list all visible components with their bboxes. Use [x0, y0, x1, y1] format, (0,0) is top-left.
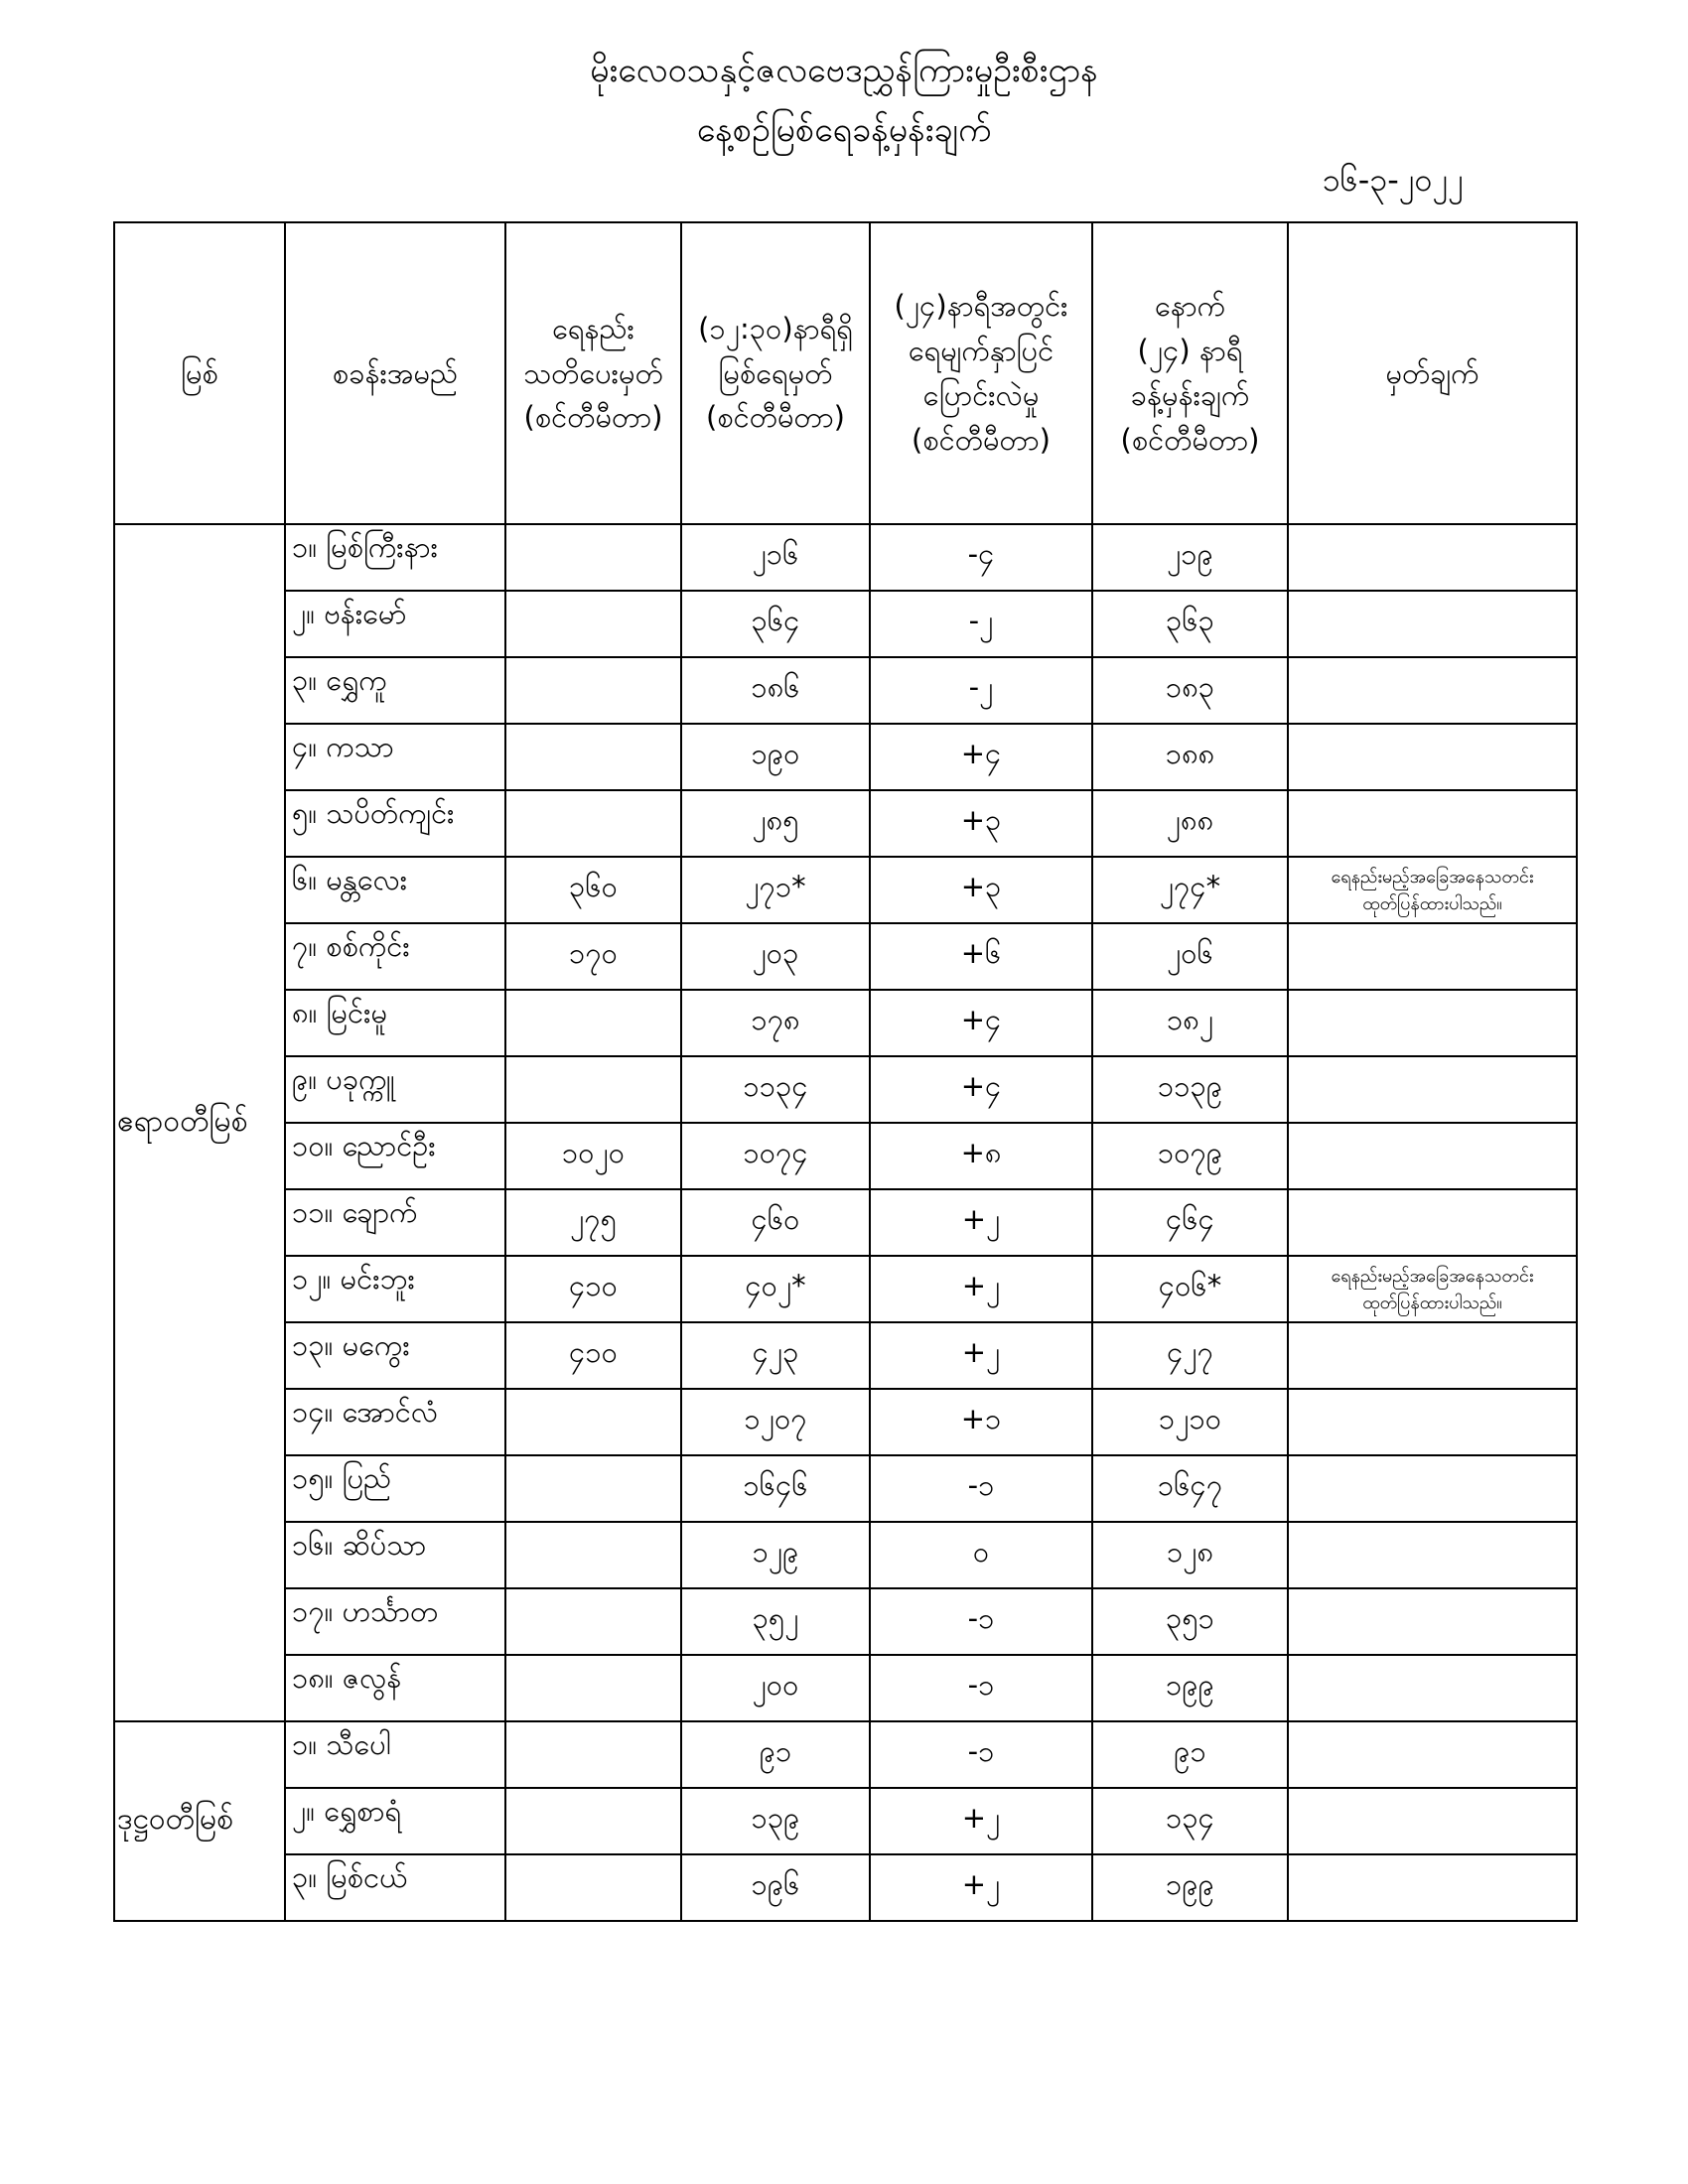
- water-level: ၄၀၂*: [681, 1256, 870, 1322]
- remark-cell: [1288, 990, 1577, 1056]
- river-level-table: [113, 221, 1578, 1922]
- water-level: ၂၇၁*: [681, 857, 870, 923]
- table-row: [114, 1455, 1577, 1522]
- header-row: [114, 222, 1577, 524]
- remark-cell: [1288, 1189, 1577, 1256]
- table-row: [114, 1721, 1577, 1788]
- forecast-level: ၁၂၁၀: [1092, 1389, 1288, 1455]
- level-change: -၂: [870, 591, 1092, 657]
- water-level: ၄၂၃: [681, 1322, 870, 1389]
- warning-level: [505, 1522, 681, 1588]
- remark-line: ရေနည်းမည့်အခြေအနေသတင်း: [1331, 866, 1534, 887]
- warning-level: [505, 990, 681, 1056]
- remark-cell: [1288, 1056, 1577, 1123]
- level-change: +၂: [870, 1189, 1092, 1256]
- station-name: ၈။ မြင်းမူ: [285, 990, 505, 1056]
- col-header-warning-level: ရေနည်း သတိပေးမှတ် (စင်တီမီတာ): [505, 222, 681, 524]
- page-subtitle: နေ့စဉ်မြစ်ရေခန့်မှန်းချက်: [696, 110, 992, 150]
- warning-level: ၁၀၂၀: [505, 1123, 681, 1189]
- station-name: ၉။ ပခုက္ကူ: [285, 1056, 505, 1123]
- water-level: ၁၉၀: [681, 724, 870, 790]
- water-level: ၁၉၆: [681, 1854, 870, 1921]
- remark-cell: [1288, 1788, 1577, 1854]
- warning-level: [505, 1854, 681, 1921]
- station-name: ၃။ မြစ်ငယ်: [285, 1854, 505, 1921]
- level-change: ၀: [870, 1522, 1092, 1588]
- water-level: ၂၀၃: [681, 923, 870, 990]
- table-row: [114, 1389, 1577, 1455]
- forecast-level: ၉၁: [1092, 1721, 1288, 1788]
- table-row: [114, 1522, 1577, 1588]
- water-level: ၁၈၆: [681, 657, 870, 724]
- remark-cell: [1288, 591, 1577, 657]
- remark-cell: [1288, 1123, 1577, 1189]
- table-row: [114, 1854, 1577, 1921]
- level-change: +၄: [870, 1056, 1092, 1123]
- station-name: ၁။ မြစ်ကြီးနား: [285, 524, 505, 591]
- station-name: ၁၄။ အောင်လံ: [285, 1389, 505, 1455]
- forecast-level: ၁၉၉: [1092, 1655, 1288, 1721]
- station-name: ၁၅။ ပြည်: [285, 1455, 505, 1522]
- forecast-level: ၁၂၈: [1092, 1522, 1288, 1588]
- warning-level: ၁၇၀: [505, 923, 681, 990]
- remark-cell: [1288, 657, 1577, 724]
- forecast-level: ၂၈၈: [1092, 790, 1288, 857]
- remark-cell: [1288, 1455, 1577, 1522]
- forecast-level: ၄၆၄: [1092, 1189, 1288, 1256]
- warning-level: [505, 1655, 681, 1721]
- table-row: [114, 1056, 1577, 1123]
- station-name: ၁၆။ ဆိပ်သာ: [285, 1522, 505, 1588]
- forecast-level: ၂၀၆: [1092, 923, 1288, 990]
- col-header-river: မြစ်: [114, 222, 285, 524]
- remark-cell: [1288, 857, 1577, 923]
- page-title: မိုးလေဝသနှင့်ဇလဗေဒညွှန်ကြားမှုဦးစီးဌာန: [590, 51, 1098, 90]
- col-header-24h-change: (၂၄)နာရီအတွင်း ရေမျက်နှာပြင် ပြောင်းလဲမှု (စင်တီမီတာ): [870, 222, 1092, 524]
- warning-level: [505, 591, 681, 657]
- level-change: -၁: [870, 1721, 1092, 1788]
- table-row: [114, 1256, 1577, 1322]
- remark-cell: [1288, 1655, 1577, 1721]
- warning-level: [505, 724, 681, 790]
- station-name: ၁၃။ မကွေး: [285, 1322, 505, 1389]
- warning-level: [505, 524, 681, 591]
- level-change: -၁: [870, 1455, 1092, 1522]
- level-change: +၆: [870, 923, 1092, 990]
- level-change: +၁: [870, 1389, 1092, 1455]
- forecast-level: ၁၀၇၉: [1092, 1123, 1288, 1189]
- level-change: -၂: [870, 657, 1092, 724]
- forecast-level: ၃၆၃: [1092, 591, 1288, 657]
- level-change: +၄: [870, 990, 1092, 1056]
- water-level: ၁၀၇၄: [681, 1123, 870, 1189]
- remark-line: ထုတ်ပြန်ထားပါသည်။: [1362, 892, 1502, 914]
- warning-level: [505, 1788, 681, 1854]
- warning-level: ၂၇၅: [505, 1189, 681, 1256]
- remark-cell: [1288, 1522, 1577, 1588]
- level-change: +၃: [870, 857, 1092, 923]
- warning-level: [505, 790, 681, 857]
- remark-line: ထုတ်ပြန်ထားပါသည်။: [1362, 1292, 1502, 1313]
- station-name: ၃။ ရွှေကူ: [285, 657, 505, 724]
- level-change: +၈: [870, 1123, 1092, 1189]
- table-row: [114, 1322, 1577, 1389]
- warning-level: ၃၆၀: [505, 857, 681, 923]
- station-name: ၁၈။ ဇလွန်: [285, 1655, 505, 1721]
- warning-level: ၄၁၀: [505, 1256, 681, 1322]
- station-name: ၁။ သီပေါ: [285, 1721, 505, 1788]
- table-row: [114, 657, 1577, 724]
- station-name: ၇။ စစ်ကိုင်း: [285, 923, 505, 990]
- remark-cell: [1288, 1588, 1577, 1655]
- table-row: [114, 990, 1577, 1056]
- forecast-level: ၁၈၈: [1092, 724, 1288, 790]
- table-row: [114, 1189, 1577, 1256]
- table-row: [114, 1123, 1577, 1189]
- forecast-level: ၁၈၂: [1092, 990, 1288, 1056]
- warning-level: ၄၁၀: [505, 1322, 681, 1389]
- water-level: ၂၀၀: [681, 1655, 870, 1721]
- forecast-level: ၂၁၉: [1092, 524, 1288, 591]
- forecast-level: ၁၈၃: [1092, 657, 1288, 724]
- warning-level: [505, 657, 681, 724]
- col-header-remarks: မှတ်ချက်: [1288, 222, 1577, 524]
- water-level: ၁၂၀၇: [681, 1389, 870, 1455]
- level-change: -၁: [870, 1655, 1092, 1721]
- remark-cell: [1288, 790, 1577, 857]
- water-level: ၁၁၃၄: [681, 1056, 870, 1123]
- col-header-station: စခန်းအမည်: [285, 222, 505, 524]
- water-level: ၁၇၈: [681, 990, 870, 1056]
- forecast-level: ၃၅၁: [1092, 1588, 1288, 1655]
- station-name: ၁၂။ မင်းဘူး: [285, 1256, 505, 1322]
- water-level: ၂၈၅: [681, 790, 870, 857]
- table-row: [114, 790, 1577, 857]
- level-change: +၂: [870, 1788, 1092, 1854]
- water-level: ၃၅၂: [681, 1588, 870, 1655]
- forecast-level: ၄၀၆*: [1092, 1256, 1288, 1322]
- warning-level: [505, 1721, 681, 1788]
- station-name: ၁၇။ ဟင်္သာတ: [285, 1588, 505, 1655]
- station-name: ၂။ ရွှေစာရံ: [285, 1788, 505, 1854]
- report-date: ၁၆-၃-၂၀၂၂: [1322, 161, 1464, 199]
- forecast-level: ၂၇၄*: [1092, 857, 1288, 923]
- water-level: ၃၆၄: [681, 591, 870, 657]
- forecast-level: ၁၆၄၇: [1092, 1455, 1288, 1522]
- water-level: ၁၃၉: [681, 1788, 870, 1854]
- level-change: -၄: [870, 524, 1092, 591]
- station-name: ၁၁။ ချောက်: [285, 1189, 505, 1256]
- water-level: ၁၆၄၆: [681, 1455, 870, 1522]
- forecast-level: ၁၃၄: [1092, 1788, 1288, 1854]
- warning-level: [505, 1056, 681, 1123]
- station-name: ၁၀။ ညောင်ဦး: [285, 1123, 505, 1189]
- warning-level: [505, 1389, 681, 1455]
- col-header-water-level: (၁၂:၃၀)နာရီရှိ မြစ်ရေမှတ် (စင်တီမီတာ): [681, 222, 870, 524]
- station-name: ၂။ ဗန်းမော်: [285, 591, 505, 657]
- warning-level: [505, 1455, 681, 1522]
- level-change: +၂: [870, 1322, 1092, 1389]
- table-row: [114, 524, 1577, 591]
- remark-cell: [1288, 1854, 1577, 1921]
- remark-line: ရေနည်းမည့်အခြေအနေသတင်း: [1331, 1265, 1534, 1287]
- level-change: +၂: [870, 1854, 1092, 1921]
- table-row: [114, 1788, 1577, 1854]
- col-header-forecast: နောက် (၂၄) နာရီ ခန့်မှန်းချက် (စင်တီမီတာ): [1092, 222, 1288, 524]
- table-row: [114, 1655, 1577, 1721]
- level-change: +၂: [870, 1256, 1092, 1322]
- water-level: ၉၁: [681, 1721, 870, 1788]
- river-name: ဒုဋ္ဌဝတီမြစ်: [114, 1721, 285, 1921]
- forecast-level: ၁၉၉: [1092, 1854, 1288, 1921]
- water-level: ၁၂၉: [681, 1522, 870, 1588]
- remark-cell: [1288, 724, 1577, 790]
- forecast-level: ၁၁၃၉: [1092, 1056, 1288, 1123]
- river-name: ဧရာဝတီမြစ်: [114, 524, 285, 1721]
- station-name: ၄။ ကသာ: [285, 724, 505, 790]
- table-row: [114, 1588, 1577, 1655]
- level-change: +၄: [870, 724, 1092, 790]
- water-level: ၄၆၀: [681, 1189, 870, 1256]
- table-body: [114, 524, 1577, 1921]
- remark-cell: [1288, 1256, 1577, 1322]
- table-row: [114, 923, 1577, 990]
- table-row: [114, 857, 1577, 923]
- remark-cell: [1288, 923, 1577, 990]
- table-row: [114, 724, 1577, 790]
- remark-cell: [1288, 1721, 1577, 1788]
- forecast-level: ၄၂၇: [1092, 1322, 1288, 1389]
- level-change: +၃: [870, 790, 1092, 857]
- station-name: ၅။ သပိတ်ကျင်း: [285, 790, 505, 857]
- remark-cell: [1288, 1389, 1577, 1455]
- remark-cell: [1288, 524, 1577, 591]
- station-name: ၆။ မန္တလေး: [285, 857, 505, 923]
- warning-level: [505, 1588, 681, 1655]
- level-change: -၁: [870, 1588, 1092, 1655]
- remark-cell: [1288, 1322, 1577, 1389]
- water-level: ၂၁၆: [681, 524, 870, 591]
- table-row: [114, 591, 1577, 657]
